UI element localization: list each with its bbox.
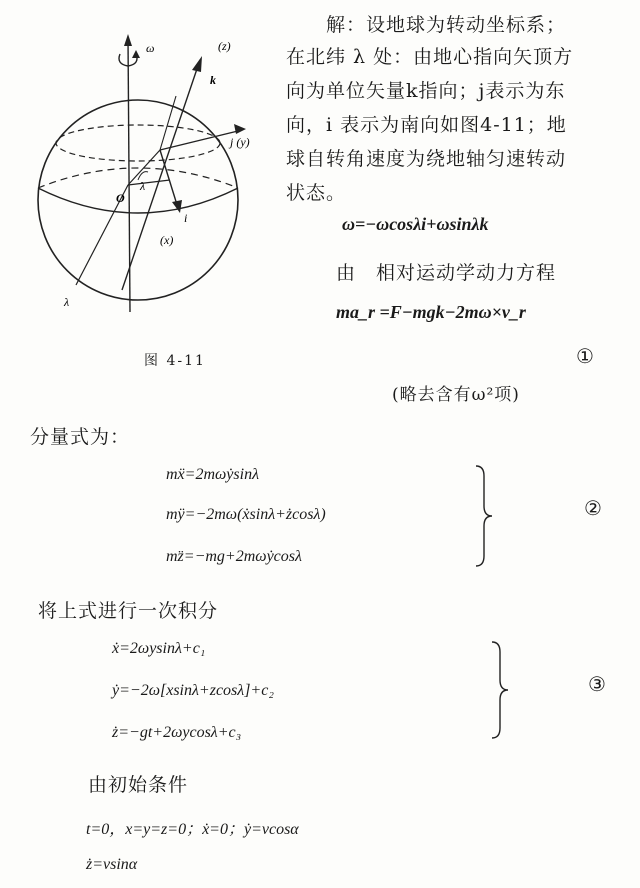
axis-arrow-icon — [124, 34, 132, 46]
k-label: k — [210, 73, 216, 87]
initial-conditions-line-2: ż=vsinα — [86, 856, 138, 873]
k-vector — [122, 60, 200, 290]
i-vector — [160, 150, 178, 208]
equation-number-1: ① — [576, 344, 594, 368]
j-arrow-icon — [234, 124, 246, 134]
components-brace — [474, 464, 494, 568]
equator-front — [38, 188, 238, 213]
solution-line-2: 在北纬 λ 处：由地心指向矢顶方 — [286, 46, 574, 68]
initial-title: 由初始条件 — [88, 774, 189, 796]
latitude-circle — [56, 125, 220, 161]
equator-back — [38, 168, 238, 188]
solution-line-6: 状态。 — [286, 182, 347, 204]
equation-number-3: ③ — [588, 672, 606, 696]
figure-caption: 图 4-11 — [144, 353, 206, 369]
component-eq-x: mẍ=2mωẏsinλ — [166, 466, 260, 483]
rotation-arrowhead-icon — [132, 50, 140, 58]
integral-eq-x: ẋ=2ωysinλ+c₁ — [112, 640, 206, 657]
origin-label: O — [116, 191, 125, 205]
solution-line-4: 向，i 表示为南向如图4-11；地 — [286, 114, 567, 136]
earth-sphere — [38, 100, 238, 300]
lambda-inner-label: λ — [140, 179, 146, 193]
motion-equation: ma_r =F−mgk−2mω×v_r — [336, 302, 526, 322]
solution-line-1: 解：设地球为转动坐标系； — [326, 14, 567, 36]
k-arrow-icon — [192, 56, 202, 72]
omega-equation: ω=−ωcosλi+ωsinλk — [342, 214, 489, 234]
horizontal-line — [128, 180, 170, 185]
integral-eq-z: ż=−gt+2ωycosλ+c₃ — [112, 724, 242, 741]
z-label: (z) — [218, 39, 231, 53]
i-arrow-icon — [172, 200, 182, 213]
component-eq-z: mz̈=−mg+2mωẏcosλ — [166, 548, 302, 565]
solution-line-3: 向为单位矢量k指向；j表示为东 — [286, 80, 566, 102]
integration-title: 将上式进行一次积分 — [38, 600, 219, 622]
omega-label: ω — [146, 41, 155, 55]
earth-rotation-figure — [20, 20, 280, 330]
equation-number-2: ② — [584, 496, 602, 520]
x-label: (x) — [160, 233, 174, 247]
integral-eq-y: ẏ=−2ω[xsinλ+zcosλ]+c₂ — [112, 682, 274, 699]
j-label: j (y) — [230, 135, 250, 149]
solution-line-5: 球自转角速度为绕地轴匀速转动 — [286, 148, 567, 170]
integration-brace — [490, 640, 510, 740]
components-title: 分量式为： — [30, 426, 131, 448]
lambda-outer-label: λ — [64, 295, 70, 309]
component-eq-y: mÿ=−2mω(ẋsinλ+żcosλ) — [166, 506, 326, 523]
by-relative-dynamics: 由 相对运动学动力方程 — [336, 262, 557, 284]
initial-conditions-line-1: t=0，x=y=z=0；ẋ=0；ẏ=vcosα — [86, 821, 299, 838]
i-label: i — [184, 211, 188, 225]
omega-squared-note: (略去含有ω²项) — [392, 385, 520, 405]
